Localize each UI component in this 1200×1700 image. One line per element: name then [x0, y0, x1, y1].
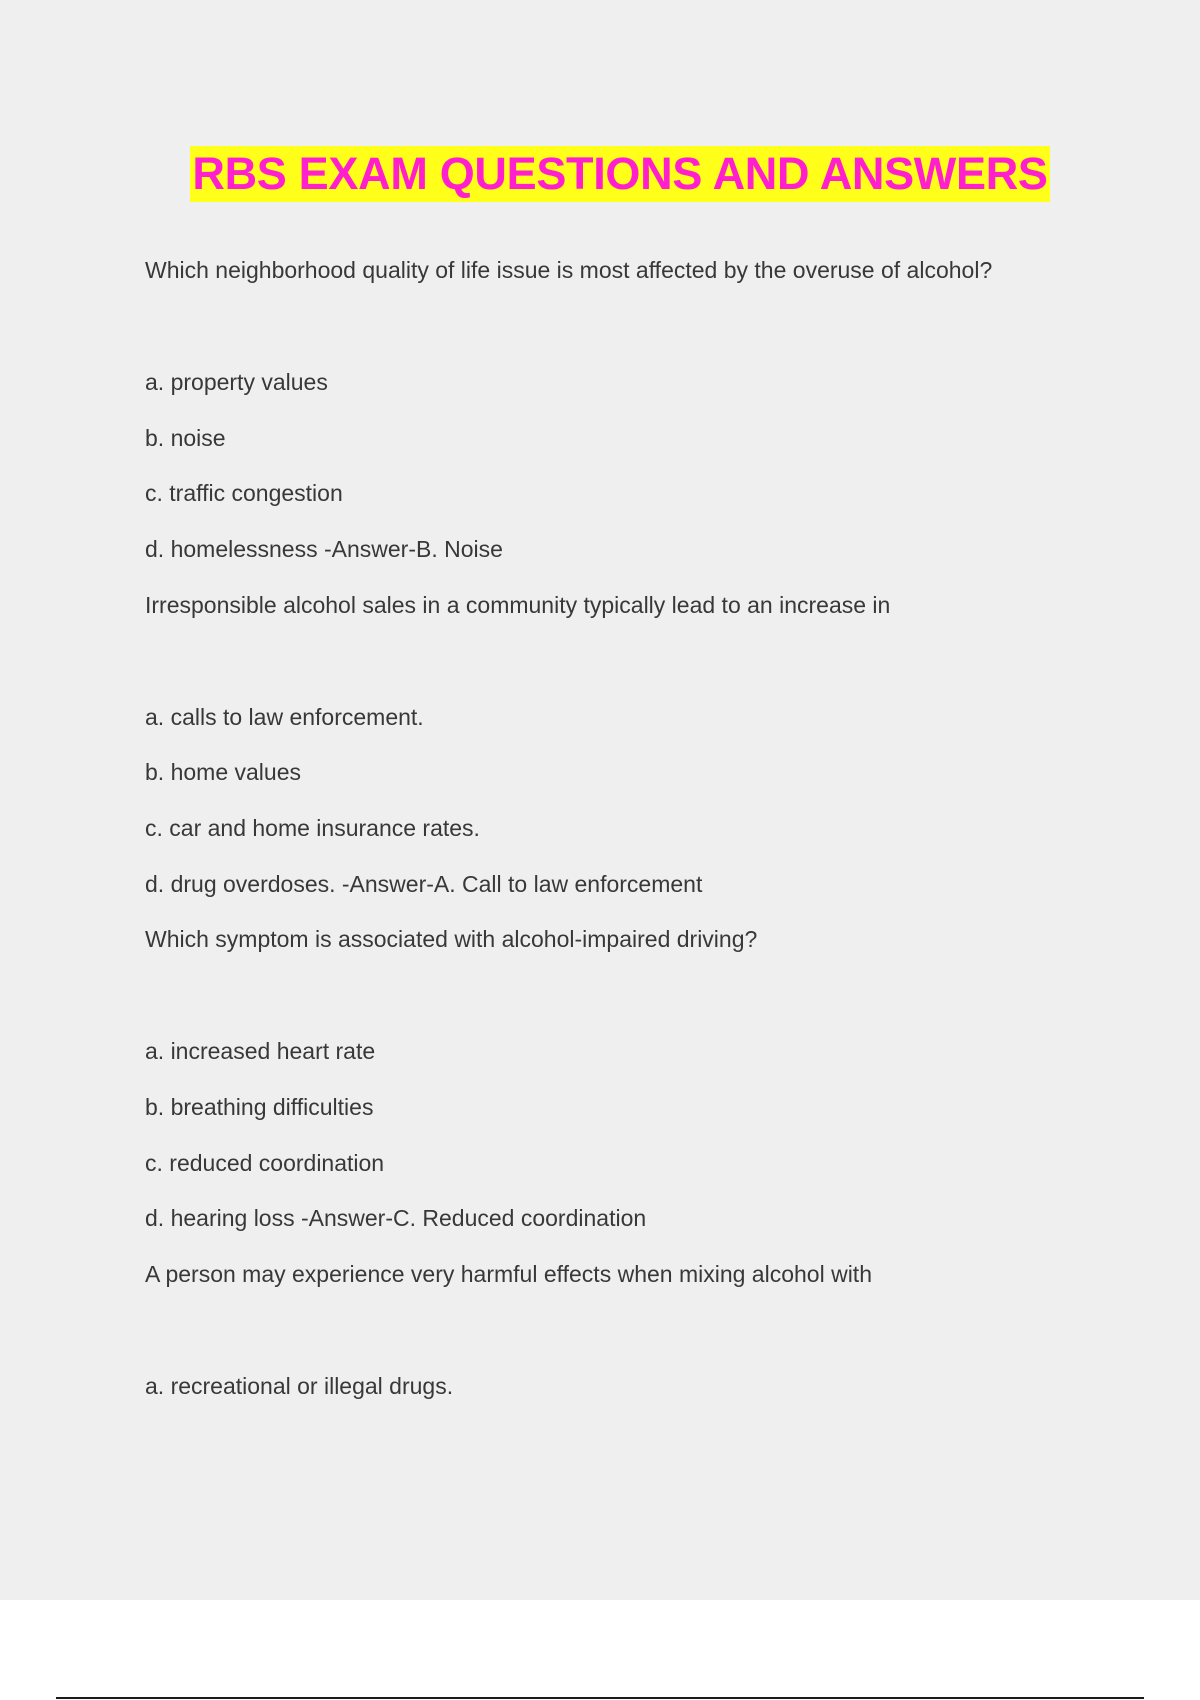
footer-divider [56, 1697, 1144, 1699]
option-1c: c. traffic congestion [145, 480, 343, 506]
question-4: A person may experience very harmful effects when mixing alcohol with [145, 1261, 872, 1287]
option-2c: c. car and home insurance rates. [145, 815, 480, 841]
option-3d-answer: d. hearing loss -Answer-C. Reduced coordination [145, 1205, 647, 1231]
document-title: RBS EXAM QUESTIONS AND ANSWERS [190, 146, 1049, 202]
option-1a: a. property values [145, 369, 328, 395]
option-3b: b. breathing difficulties [145, 1094, 374, 1120]
title-container [0, 146, 1200, 202]
question-3: Which symptom is associated with alcohol-impaired driving? [145, 926, 758, 952]
option-4a: a. recreational or illegal drugs. [145, 1373, 454, 1399]
question-1: Which neighborhood quality of life issue is most affected by the overuse of alcohol? [145, 257, 993, 283]
option-2b: b. home values [145, 759, 301, 785]
option-3a: a. increased heart rate [145, 1038, 376, 1064]
option-2a: a. calls to law enforcement. [145, 704, 424, 730]
option-3c: c. reduced coordination [145, 1150, 385, 1176]
question-2: Irresponsible alcohol sales in a community typically lead to an increase in [145, 592, 891, 618]
option-1d-answer: d. homelessness -Answer-B. Noise [145, 536, 503, 562]
option-2d-answer: d. drug overdoses. -Answer-A. Call to law enforcement [145, 871, 703, 897]
option-1b: b. noise [145, 425, 226, 451]
